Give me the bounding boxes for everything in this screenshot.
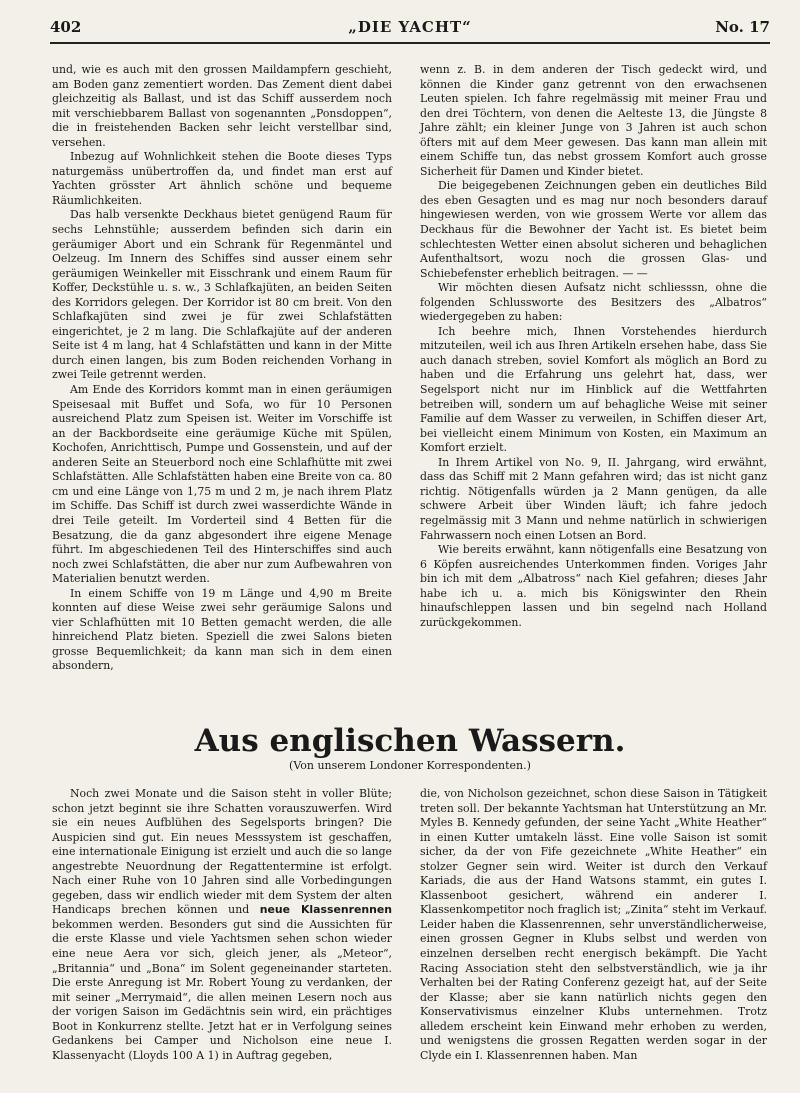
paragraph: In Ihrem Artikel von No. 9, II. Jahrgang, wird erwähnt, dass das Schiff mit 2 Mann gefahren wird; das ist nicht ganz richtig. Nötigenfalls würden ja 2 Mann genügen, da alle schwere Arbeit über Winden läuft; ich fahre jedoch regelmässig mit 3 Mann und nehme natürlich in schwierigen Fahrwassern noch einen Lotsen an Bord. <box>420 455 767 542</box>
paragraph: Das halb versenkte Deckhaus bietet genügend Raum für sechs Lehnstühle; ausserdem befinden sich darin ein geräumiger Abort und ein Schrank für Regenmäntel und Oelzeug. Im Innern des Schiffes sind ausser einem sehr geräumigen Weinkeller mit Eisschrank und einem Raum für Koffer, Deckstühle u. s. w., 3 Schlafkajüten, an beiden Seiten des Korridors gelegen. Der Korridor ist 80 cm breit. Von den Schlafkajüten sind zwei je für zwei Schlafstätten eingerichtet, je 2 m lang. Die Schlafkajüte auf der anderen Seite ist 4 m lang, hat 4 Schlafstätten und kann in der Mitte durch einen langen, bis zum Boden reichenden Vorhang in zwei Teile getrennt werden. <box>52 208 392 382</box>
page-number: 402 <box>50 18 82 36</box>
paragraph: die, von Nicholson gezeichnet, schon diese Saison in Tätigkeit treten soll. Der bekannte Yachtsman hat Unterstützung an Mr. Myles B. Kennedy gefunden, der seine Yacht „White Heather“ in einen Kutter umtakeln lässt. Eine volle Saison ist somit sicher, da der von Fife gezeichnete „White Heather“ ein stolzer Gegner sein wird. Weiter ist durch den Verkauf Kariads, die aus der Hand Watsons stammt, ein gutes I. Klassenboot gesichert, während ein anderer I. Klassenkompetitor noch fraglich ist; „Zinita“ steht im Verkauf. Leider haben die Klassenrennen, sehr unverständlicherweise, einen grossen Gegner in Klubs selbst und werden von einzelnen derselben recht energisch bekämpft. Die Yacht Racing Association steht den selbstverständlich, wie ja ihr Verhalten bei der Rating Conferenz gezeigt hat, auf der Seite der Klasse; aber sie kann natürlich nichts gegen den Konservativismus einzelner Klubs unternehmen. Trotz alledem erscheint kein Einwand mehr erhoben zu werden, und wenigstens die grossen Regatten werden sogar in der Clyde ein I. Klassenrennen haben. Man <box>420 787 767 1062</box>
paragraph: wenn z. B. in dem anderen der Tisch gedeckt wird, und können die Kinder ganz getrennt von den erwachsenen Leuten spielen. Ich fahre regelmässig mit meiner Frau und den drei Töchtern, von denen die Aelteste 13, die Jüngste 8 Jahre zählt; ein kleiner Junge von 3 Jahren ist auch schon öfters mit auf dem Meer gewesen. Das kann man allein mit einem Schiffe tun, das nebst grossem Komfort auch grosse Sicherheit für Damen und Kinder bietet. <box>420 63 767 178</box>
paragraph: Wie bereits erwähnt, kann nötigenfalls eine Besatzung von 6 Köpfen ausreichendes Unterkommen finden. Voriges Jahr bin ich mit dem „Albatross“ nach Kiel gefahren; dieses Jahr habe ich u. a. mich bis Königswinter den Rhein hinaufschleppen lassen und bin segelnd nach Holland zurückgekommen. <box>420 543 767 629</box>
paragraph: Die beigegebenen Zeichnungen geben ein deutliches Bild des eben Gesagten und es mag nur noch besonders darauf hingewiesen werden, von wie grossem Werte vor allem das Deckhaus für die Bewohner der Yacht ist. Es bietet beim schlechtesten Wetter einen absolut sicheren und behaglichen Aufenthaltsort, wozu noch die grossen Glas- und Schiebefenster erheblich beitragen. — — <box>420 179 767 280</box>
paragraph: Inbezug auf Wohnlichkeit stehen die Boote dieses Typs naturgemäss unübertroffen da, und findet man erst auf Yachten grösster Art ähnlich schöne und bequeme Räumlichkeiten. <box>52 150 392 207</box>
paragraph: In einem Schiffe von 19 m Länge und 4,90 m Breite konnten auf diese Weise zwei sehr geräumige Salons und vier Schlafhütten mit 10 Betten gemacht werden, die alle hinreichend Platz bieten. Speziell die zwei Salons bieten grosse Bequemlichkeit; da kann man sich in dem einen absondern, <box>52 586 392 673</box>
paragraph: Am Ende des Korridors kommt man in einen geräumigen Speisesaal mit Buffet und Sofa, wo für 10 Personen ausreichend Platz zum Speisen ist. Weiter im Vorschiffe ist an der Backbordseite eine geräumige Küche mit Spülen, Kochofen, Anrichttisch, Pumpe und Gossenstein, und auf der anderen Seite an Steuerbord noch eine Schlafhütte mit zwei Schlafstätten. Alle Schlafstätten haben eine Breite von ca. 80 cm und eine Länge von 1,75 m und 2 m, je nach ihrem Platz im Schiffe. Das Schiff ist durch zwei wasserdichte Wände in drei Teile geteilt. Im Vorderteil sind 4 Betten für die Besatzung, die da ganz abgesondert ihre eigene Menage führt. Im abgeschiedenen Teil des Hinterschiffes sind auch noch zwei Schlafstätten, die aber nur zum Aufbewahren von Materialien benutzt werden. <box>52 383 392 586</box>
paragraph: Ich beehre mich, Ihnen Vorstehendes hierdurch mitzuteilen, weil ich aus Ihren Artikeln ersehen habe, dass Sie auch danach streben, soviel Komfort als möglich an Bord zu haben und die Erfahrung uns gelehrt hat, dass, wer Segelsport nicht nur im Hinblick auf die Wettfahrten betreiben will, sondern um auf behagliche Weise mit seiner Familie auf dem Wasser zu verweilen, in Schiffen dieser Art, bei vielleicht einem Minimum von Kosten, ein Maximum an Komfort erzielt. <box>420 324 767 455</box>
paragraph: Wir möchten diesen Aufsatz nicht schliesssn, ohne die folgenden Schlussworte des Besitzers des „Albatros“ wiedergegeben zu haben: <box>420 281 767 324</box>
column-right-top <box>420 63 767 630</box>
bold-phrase: neue Klassenrennen <box>259 903 392 917</box>
column-right-bottom <box>420 787 767 1063</box>
column-left-top <box>52 63 392 674</box>
column-left-bottom <box>52 787 392 1063</box>
section-heading: Aus englischen Wassern. <box>194 723 626 759</box>
paragraph-text: Noch zwei Monate und die Saison steht in voller Blüte; schon jetzt beginnt sie ihre Schatten vorauszuwerfen. Wird sie ein neues Aufblühen des Segelsports bringen? Die Auspicien sind gut. Ein neues Messsystem ist geschaffen, eine internationale Einigung ist erzielt und auch die so lange angestrebte Neuordnung der Regattentermine ist erfolgt. Nach einer Ruhe von 10 Jahren sind alle Vorbedingungen gegeben, dass wir endlich wieder mit dem System der alten Handicaps brechen können und <box>52 787 392 917</box>
issue-number: No. 17 <box>715 18 770 36</box>
paragraph-text-rest: bekommen werden. Besonders gut sind die Aussichten für die erste Klasse und viele Yachtsmen sehen schon wieder eine neue Aera vor sich, gleich jener, als „Meteor“, „Britannia“ und „Bona“ im Solent gegeneinander starteten. Die erste Anregung ist Mr. Robert Young zu verdanken, der mit seiner „Merrymaid“, die allen meinen Lesern noch aus der vorigen Saison im Gedächtnis sein wird, ein prächtiges Boot in Konkurrenz stellte. Jetzt hat er in Verfolgung seines Gedankens bei Camper und Nicholson eine neue I. Klassenyacht (Lloyds 100 A 1) in Auftrag gegeben, <box>52 917 392 1062</box>
paragraph <box>52 787 392 1063</box>
section-subheading: (Von unserem Londoner Korrespondenten.) <box>289 759 531 772</box>
page-header <box>50 16 770 44</box>
journal-title: „DIE YACHT“ <box>348 18 472 36</box>
paragraph: und, wie es auch mit den grossen Maildampfern geschieht, am Boden ganz zementiert worden. Das Zement dient dabei gleichzeitig als Ballast, und ist das Schiff ausserdem noch mit verschiebbarem Ballast von sogenannten „Ponsdoppen“, die in freistehenden Backen sehr leicht verstellbar sind, versehen. <box>52 63 392 149</box>
